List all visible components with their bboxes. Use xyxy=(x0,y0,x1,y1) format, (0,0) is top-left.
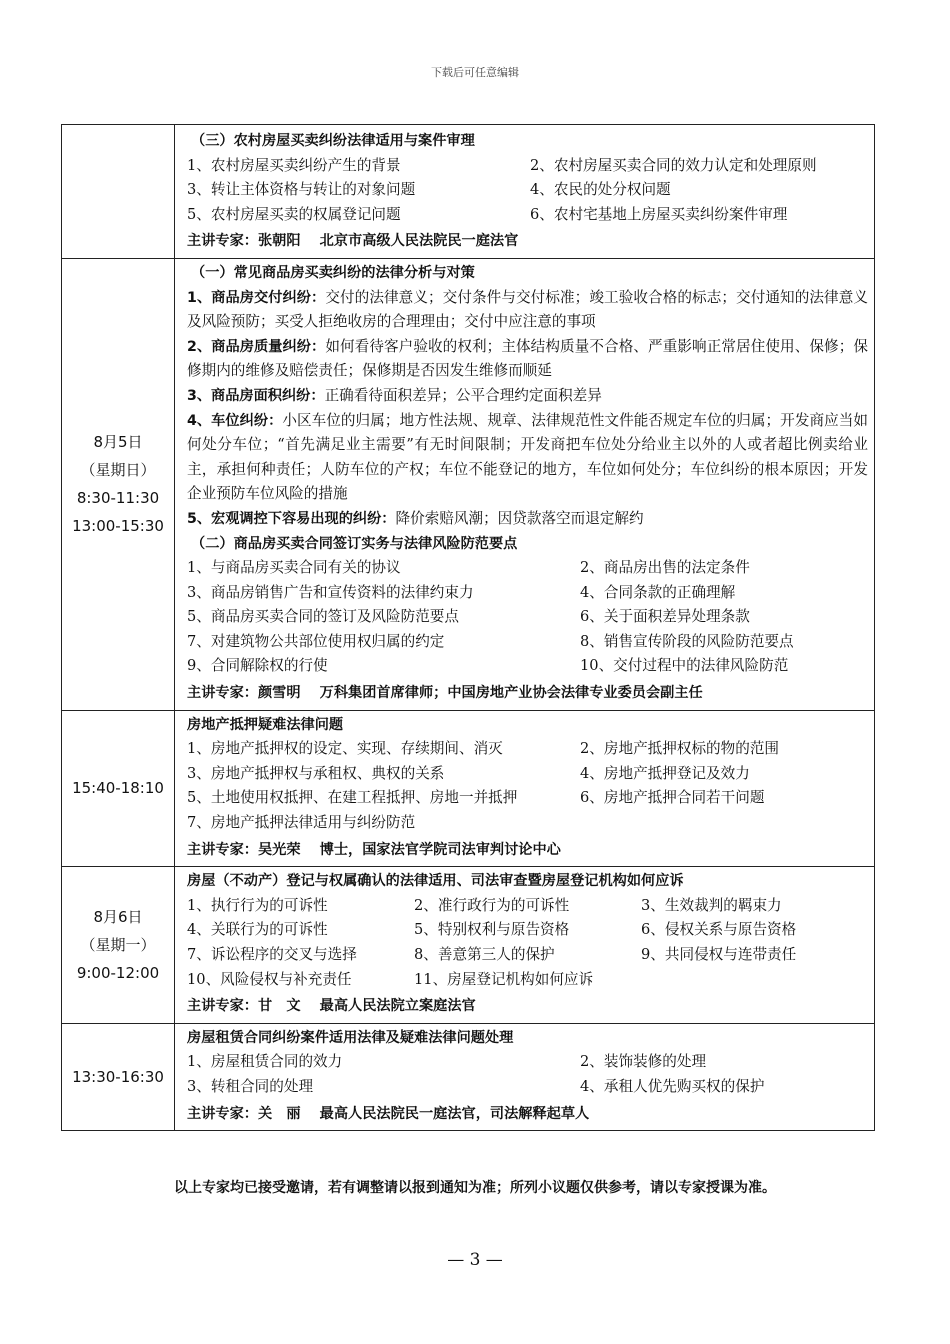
list-item: 5、土地使用权抵押、在建工程抵押、房地一并抵押 6、房地产抵押合同若干问题 xyxy=(187,789,765,807)
weekday-text: （星期日） xyxy=(80,461,156,480)
time-cell-1 xyxy=(62,125,175,259)
section-title: （二）商品房买卖合同签订实务与法律风险防范要点 xyxy=(191,535,518,552)
list-item: 7、对建筑物公共部位使用权归属的约定 8、销售宣传阶段的风险防范要点 xyxy=(187,632,794,650)
list-item: 3、商品房销售广告和宣传资料的法律约束力 4、合同条款的正确理解 xyxy=(187,583,736,601)
list-item: 9、合同解除权的行使 10、交付过程中的法律风险防范 xyxy=(187,657,789,675)
footer-note: 以上专家均已接受邀请，若有调整请以报到通知为准；所列小议题仅供参考，请以专家授课为准。 xyxy=(174,1180,776,1196)
list-item: 10、风险侵权与补充责任 11、房屋登记机构如何应诉 xyxy=(187,970,594,988)
section-title: （一）常见商品房买卖纠纷的法律分析与对策 xyxy=(191,264,475,281)
schedule-row-5 xyxy=(62,1023,875,1130)
time-cell-2 xyxy=(62,258,175,710)
time-range: 15:40-18:10 xyxy=(72,779,164,798)
watermark-text: 下载后可任意编辑 xyxy=(431,66,519,79)
time-range: 8:30-11:30 xyxy=(76,489,160,508)
list-item: 1、执行行为的可诉性 2、准行政行为的可诉性 3、生效裁判的羁束力 xyxy=(187,896,782,914)
schedule-row-1 xyxy=(62,125,875,259)
list-item: 7、房地产抵押法律适用与纠纷防范 xyxy=(187,814,416,832)
paragraph: 4、车位纠纷：小区车位的归属；地方性法规、规章、法律规范性文件能否规定车位的归属；开发商应当如何处分车位；“首先满足业主需要”有无时间限制；开发商把车位处分给业主以外的人或者超比例卖给业主，承担何种责任；人防车位的产权；车位不能登记的地方，车位如何处分；车位纠纷的根本原因；开发企业预防车位风险的措施 xyxy=(187,411,868,503)
list-item: 7、诉讼程序的交叉与选择 8、善意第三人的保护 9、共同侵权与连带责任 xyxy=(187,946,797,963)
paragraph: 3、商品房面积纠纷：正确看待面积差异；公平合理约定面积差异 xyxy=(187,386,602,404)
time-range: 13:30-16:30 xyxy=(72,1067,164,1086)
speaker-line: 主讲专家：关 丽 最高人民法院民一庭法官，司法解释起草人 xyxy=(187,1105,590,1122)
speaker-line: 主讲专家：甘 文 最高人民法院立案庭法官 xyxy=(187,998,476,1015)
date-text: 8月6日 xyxy=(93,908,143,926)
list-item: 3、房地产抵押权与承租权、典权的关系 4、房地产抵押登记及效力 xyxy=(187,764,750,782)
section-title: 房屋租赁合同纠纷案件适用法律及疑难法律问题处理 xyxy=(187,1029,514,1046)
list-item: 1、与商品房买卖合同有关的协议 2、商品房出售的法定条件 xyxy=(187,559,750,577)
schedule-row-3 xyxy=(62,710,875,867)
content-cell-5 xyxy=(175,1023,875,1130)
section-title: 房地产抵押疑难法律问题 xyxy=(187,716,344,733)
list-item: 3、转让主体资格与转让的对象问题 4、农民的处分权问题 xyxy=(187,181,671,199)
weekday-text: （星期一） xyxy=(80,936,156,954)
content-cell-3 xyxy=(175,710,875,867)
speaker-line: 主讲专家：吴光荣 博士，国家法官学院司法审判讨论中心 xyxy=(187,841,561,858)
schedule-row-4 xyxy=(62,867,875,1024)
list-item: 4、关联行为的可诉性 5、特别权利与原告资格 6、侵权关系与原告资格 xyxy=(187,921,797,939)
list-item: 1、农村房屋买卖纠纷产生的背景 2、农村房屋买卖合同的效力认定和处理原则 xyxy=(187,156,817,174)
content-cell-2 xyxy=(175,258,875,710)
paragraph: 5、宏观调控下容易出现的纠纷：降价索赔风潮；因贷款落空而退定解约 xyxy=(187,509,644,527)
speaker-line: 主讲专家：颜雪明 万科集团首席律师；中国房地产业协会法律专业委员会副主任 xyxy=(187,685,703,702)
content-cell-4 xyxy=(175,867,875,1024)
time-range: 9:00-12:00 xyxy=(76,964,160,982)
list-item: 5、农村房屋买卖的权属登记问题 6、农村宅基地上房屋买卖纠纷案件审理 xyxy=(187,205,788,223)
section-title: （三）农村房屋买卖纠纷法律适用与案件审理 xyxy=(191,133,475,149)
paragraph: 2、商品房质量纠纷：如何看待客户验收的权利；主体结构质量不合格、严重影响正常居住使用、保修；保修期内的维修及赔偿责任；保修期是否因发生维修而顺延 xyxy=(187,337,868,380)
schedule-row-2 xyxy=(62,258,875,710)
section-title: 房屋（不动产）登记与权属确认的法律适用、司法审查暨房屋登记机构如何应诉 xyxy=(187,873,684,890)
list-item: 1、房地产抵押权的设定、实现、存续期间、消灭 2、房地产抵押权标的物的范围 xyxy=(187,740,780,758)
time-cell-4 xyxy=(62,867,175,1024)
list-item: 3、转租合同的处理 4、承租人优先购买权的保护 xyxy=(187,1077,765,1095)
list-item: 1、房屋租赁合同的效力 2、装饰装修的处理 xyxy=(187,1053,707,1071)
speaker-line: 主讲专家：张朝阳 北京市高级人民法院民一庭法官 xyxy=(187,233,519,250)
date-text: 8月5日 xyxy=(93,433,143,452)
time-cell-3 xyxy=(62,710,175,867)
paragraph: 1、商品房交付纠纷：交付的法律意义；交付条件与交付标准；竣工验收合格的标志；交付通知的法律意义及风险预防；买受人拒绝收房的合理理由；交付中应注意的事项 xyxy=(187,288,868,331)
list-item: 5、商品房买卖合同的签订及风险防范要点 6、关于面积差异处理条款 xyxy=(187,608,750,626)
content-cell-1 xyxy=(175,125,875,259)
time-range: 13:00-15:30 xyxy=(72,517,164,536)
schedule-table xyxy=(61,124,875,1131)
page-number: — 3 — xyxy=(447,1250,503,1270)
time-cell-5 xyxy=(62,1023,175,1130)
